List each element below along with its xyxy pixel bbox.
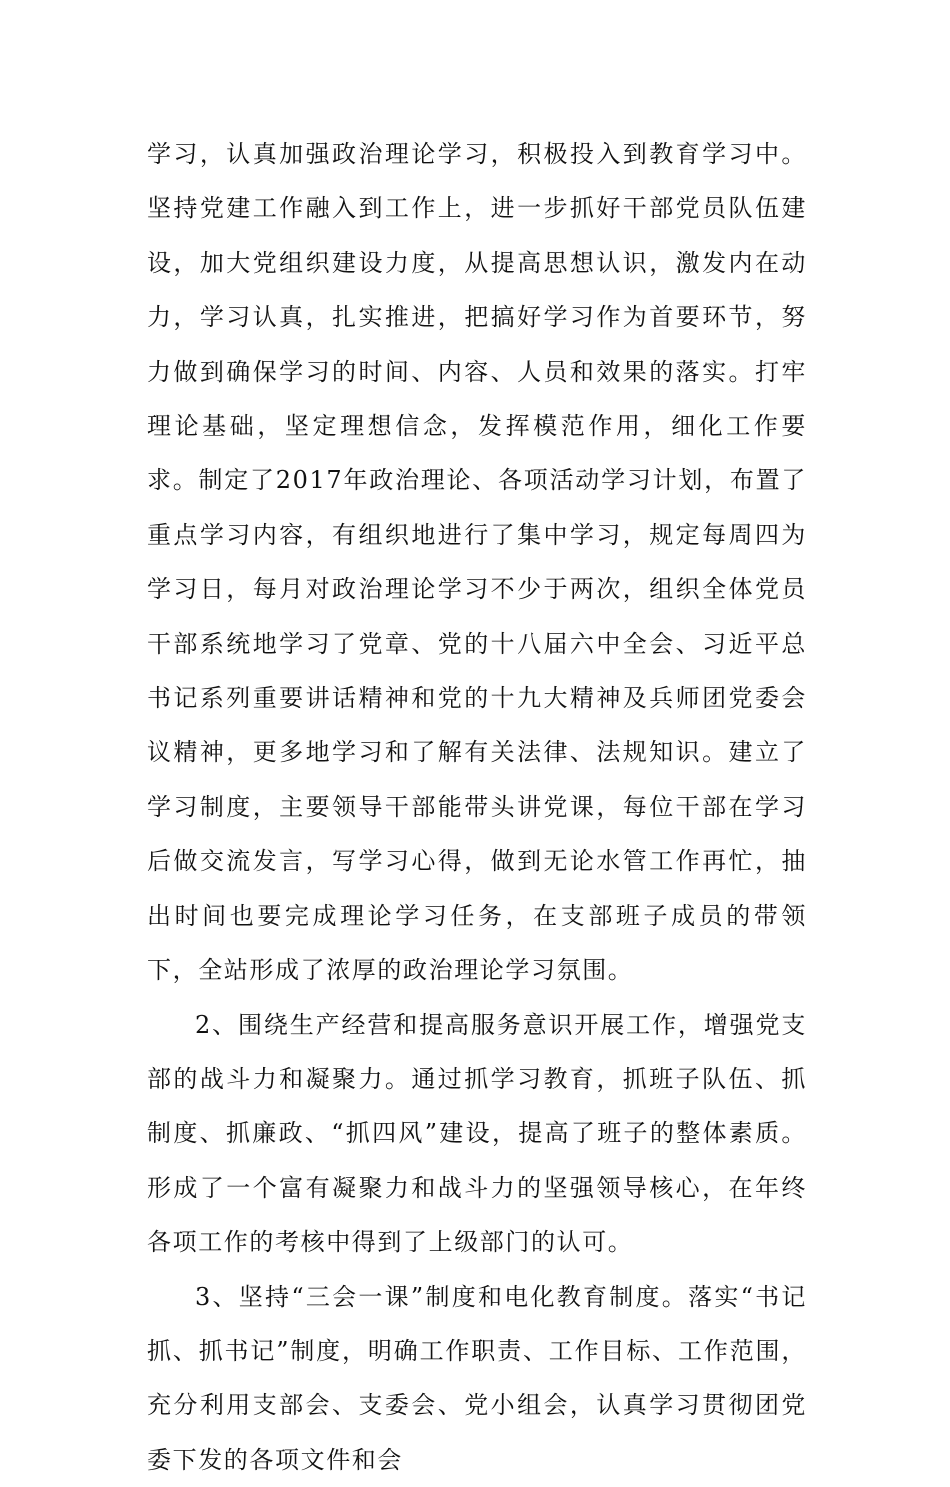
paragraph-item-2: 2、围绕生产经营和提高服务意识开展工作，增强党支部的战斗力和凝聚力。通过抓学习教育，抓班子队伍、抓制度、抓廉政、“抓四风”建设，提高了班子的整体素质。形成了一个富有凝聚力和战斗力的坚强领导核心，在年终各项工作的考核中得到了上级部门的认可。 bbox=[147, 1010, 807, 1257]
paragraph-item-3: 3、坚持“三会一课”制度和电化教育制度。落实“书记抓、抓书记”制度，明确工作职责、工作目标、工作范围，充分利用支部会、支委会、党小组会，认真学习贯彻团党委下发的各项文件和会 bbox=[147, 1282, 807, 1474]
document-body bbox=[147, 127, 807, 1487]
paragraph-continued: 学习，认真加强政治理论学习，积极投入到教育学习中。坚持党建工作融入到工作上，进一步抓好干部党员队伍建设，加大党组织建设力度，从提高思想认识，激发内在动力，学习认真，扎实推进，把搞好学习作为首要环节，努力做到确保学习的时间、内容、人员和效果的落实。打牢理论基础，坚定理想信念，发挥模范作用，细化工作要求。制定了2017年政治理论、各项活动学习计划，布置了重点学习内容，有组织地进行了集中学习，规定每周四为学习日，每月对政治理论学习不少于两次，组织全体党员干部系统地学习了党章、党的十八届六中全会、习近平总书记系列重要讲话精神和党的十九大精神及兵师团党委会议精神，更多地学习和了解有关法律、法规知识。建立了学习制度，主要领导干部能带头讲党课，每位干部在学习后做交流发言，写学习心得，做到无论水管工作再忙，抽出时间也要完成理论学习任务，在支部班子成员的带领下，全站形成了浓厚的政治理论学习氛围。 bbox=[147, 140, 807, 985]
